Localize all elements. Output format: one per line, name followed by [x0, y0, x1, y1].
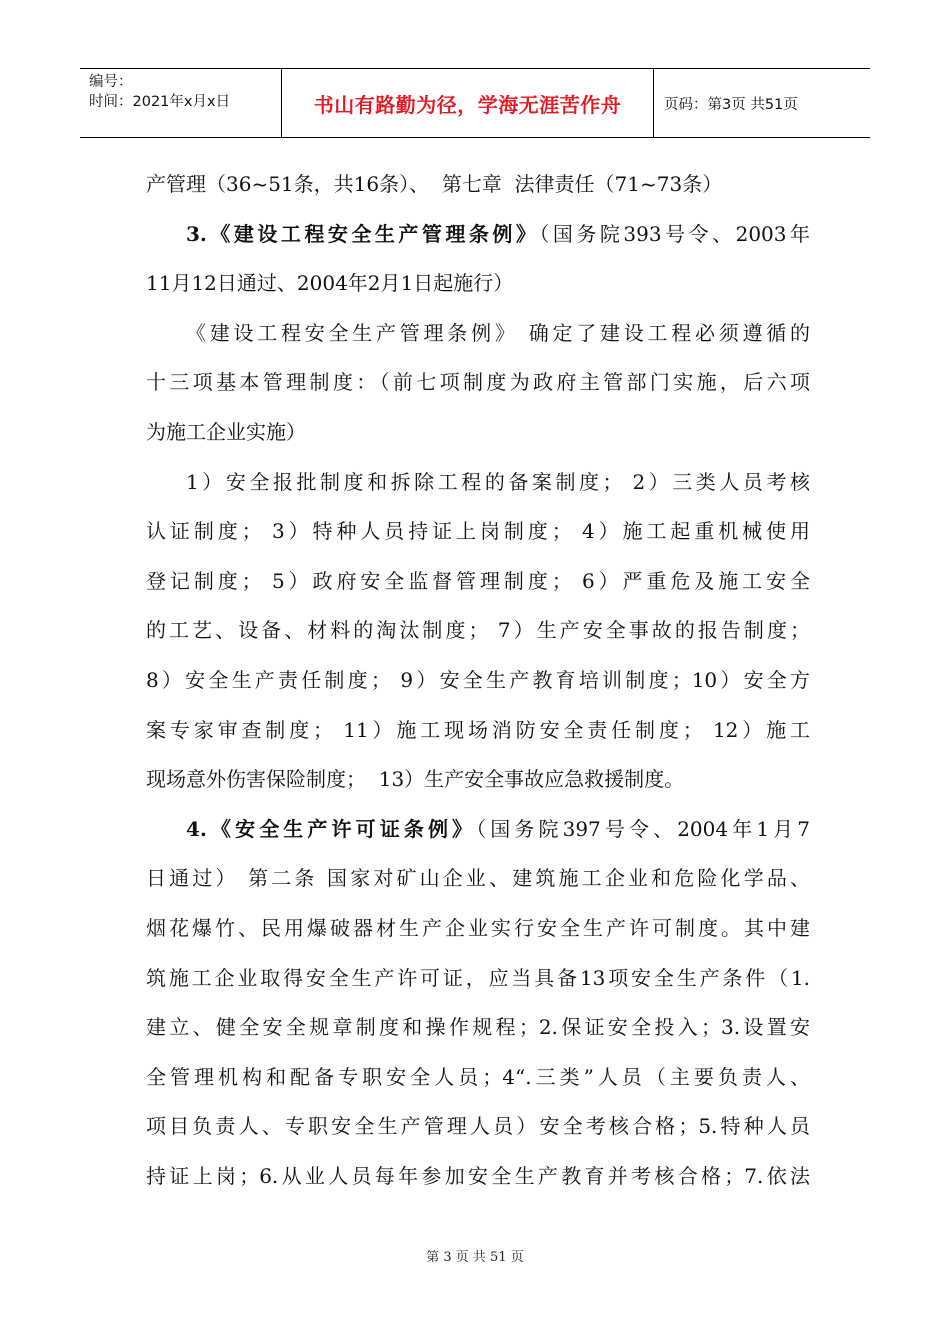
- body-line: [146, 755, 810, 805]
- body-text: 项目负责人、专职安全生产管理人员）安全考核合格；5.特种人员: [146, 1114, 810, 1139]
- body-line: [146, 557, 810, 607]
- body-text: 认证制度； 3）特种人员持证上岗制度； 4）施工起重机械使用: [146, 519, 810, 544]
- number-label: 编号：: [89, 74, 133, 90]
- body-text: 持证上岗；6.从业人员每年参加安全生产教育并考核合格；7.依法: [146, 1163, 810, 1188]
- body-text: 日通过） 第二条 国家对矿山企业、建筑施工企业和危险化学品、: [146, 866, 810, 891]
- body-text: 建立、健全安全规章制度和操作规程；2.保证安全投入；3.设置安: [146, 1015, 810, 1040]
- body-line: [146, 606, 810, 656]
- body-text: （国务院397号令、2004年1月7: [476, 816, 810, 841]
- page-header: [80, 68, 870, 138]
- body-line: [146, 854, 810, 904]
- body-text: 案专家审查制度； 11）施工现场消防安全责任制度； 12）施工: [146, 717, 810, 742]
- body-line: [146, 259, 810, 309]
- header-meta: [80, 69, 282, 137]
- page-footer: 第 3 页 共 51 页: [426, 1250, 524, 1265]
- body-line: [146, 1003, 810, 1053]
- body-line: [146, 805, 810, 855]
- body-text: 烟花爆竹、民用爆破器材生产企业实行安全生产许可制度。其中建: [146, 915, 810, 940]
- body-text: 十三项基本管理制度：（前七项制度为政府主管部门实施，后六项: [146, 370, 810, 395]
- document-body: [146, 160, 810, 1201]
- body-text: 全管理机构和配备专职安全人员；4“.三类”人员（主要负责人、: [146, 1064, 810, 1089]
- regulation-title: 3.《建设工程安全生产管理条例》: [186, 221, 540, 246]
- body-text: 1）安全报批制度和拆除工程的备案制度； 2）三类人员考核: [186, 469, 810, 494]
- body-line: [146, 408, 810, 458]
- body-text: 现场意外伤害保险制度； 13）生产安全事故应急救援制度。: [146, 767, 685, 792]
- body-line: [146, 706, 810, 756]
- body-text: 《建设工程安全生产管理条例》 确定了建设工程必须遵循的: [186, 320, 810, 345]
- body-text: 筑施工企业取得安全生产许可证，应当具备13项安全生产条件（1.: [146, 965, 810, 990]
- body-line: [146, 358, 810, 408]
- body-text: 为施工企业实施）: [146, 419, 306, 444]
- body-line: [146, 160, 810, 210]
- body-text: 的工艺、设备、材料的淘汰制度； 7）生产安全事故的报告制度；: [146, 618, 810, 643]
- body-line: [146, 210, 810, 260]
- body-text: （国务院393号令、2003年: [539, 221, 810, 246]
- body-line: [146, 1053, 810, 1103]
- date-label: 时间：2021年x月x日: [89, 94, 231, 110]
- body-line: [146, 904, 810, 954]
- body-text: 登记制度； 5）政府安全监督管理制度； 6）严重危及施工安全: [146, 568, 810, 593]
- body-line: [146, 954, 810, 1004]
- header-motto: 书山有路勤为径，学海无涯苦作舟: [282, 69, 654, 137]
- body-line: [146, 309, 810, 359]
- body-line: [146, 458, 810, 508]
- body-line: [146, 1152, 810, 1202]
- body-text: 产管理（36~51条，共16条）、 第七章 法律责任（71~73条）: [146, 172, 723, 196]
- body-text: 8）安全生产责任制度； 9）安全生产教育培训制度；10）安全方: [146, 667, 810, 692]
- header-page-info: 页码：第3页 共51页: [664, 96, 798, 113]
- body-line: [146, 656, 810, 706]
- regulation-title: 4.《安全生产许可证条例》: [186, 816, 477, 841]
- body-line: [146, 507, 810, 557]
- body-line: [146, 1102, 810, 1152]
- body-text: 11月12日通过、2004年2月1日起施行）: [146, 271, 514, 296]
